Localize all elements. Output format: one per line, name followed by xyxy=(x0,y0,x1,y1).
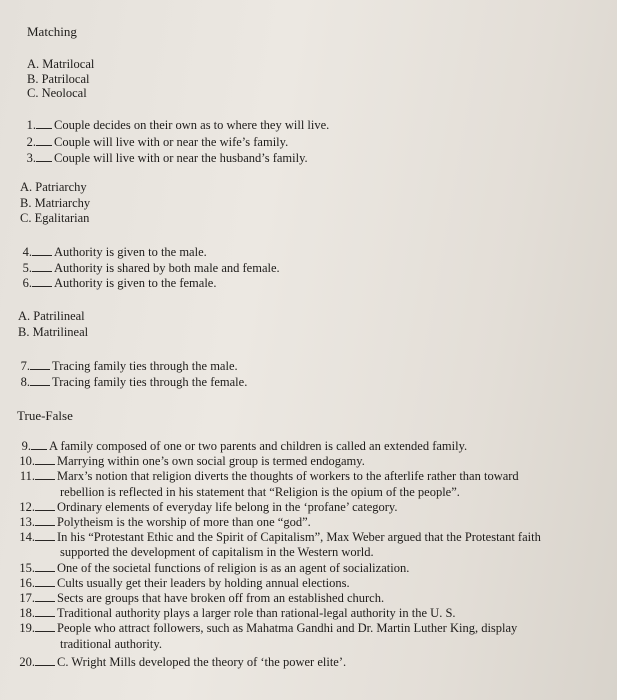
true-false-items xyxy=(13,439,541,670)
question-text: Couple will live with or near the wife’s family. xyxy=(54,134,289,149)
question-number: 14. xyxy=(19,530,35,545)
question-text: One of the societal functions of religion is as an agent of socialization. xyxy=(57,560,410,575)
question-20 xyxy=(13,655,541,670)
question-19-continued: traditional authority. xyxy=(60,636,162,651)
question-14 xyxy=(13,530,541,545)
question-number: 13. xyxy=(19,515,35,530)
question-number: 12. xyxy=(19,499,35,514)
answer-blank[interactable] xyxy=(30,384,50,386)
question-text: Tracing family ties through the male. xyxy=(52,359,238,373)
answer-blank[interactable] xyxy=(35,524,55,526)
answer-blank[interactable] xyxy=(35,615,55,617)
question-15 xyxy=(13,561,541,576)
question-text: People who attract followers, such as Mahatma Gandhi and Dr. Martin Luther King, display xyxy=(57,621,518,636)
answer-blank[interactable] xyxy=(35,478,55,480)
option-a: A. Matrilocal xyxy=(27,57,95,71)
question-4 xyxy=(18,245,280,261)
question-number: 19. xyxy=(19,621,35,636)
question-text: Authority is shared by both male and female. xyxy=(54,260,280,275)
question-text: Couple will live with or near the husband’s family. xyxy=(54,151,308,165)
answer-blank[interactable] xyxy=(36,160,52,162)
question-text: In his “Protestant Ethic and the Spirit of Capitalism”, Max Weber argued that the Protestant faith xyxy=(57,530,541,545)
question-2 xyxy=(22,134,329,151)
question-6 xyxy=(18,276,280,292)
question-text: Authority is given to the female. xyxy=(54,276,217,290)
authority-items xyxy=(18,245,280,292)
question-17 xyxy=(13,591,541,606)
authority-options xyxy=(20,180,90,227)
question-number: 1. xyxy=(26,118,36,132)
answer-blank[interactable] xyxy=(35,509,55,511)
question-text: Polytheism is the worship of more than one “god”. xyxy=(57,515,311,530)
question-text: Traditional authority plays a larger role than rational-legal authority in the U. S. xyxy=(57,606,456,621)
question-11-continued: rebellion is reflected in his statement that “Religion is the opium of the people”. xyxy=(60,484,460,499)
question-3 xyxy=(22,150,329,167)
question-text: Tracing family ties through the female. xyxy=(52,374,248,389)
question-text: Marx’s notion that religion diverts the thoughts of workers to the afterlife rather than toward xyxy=(57,469,519,484)
question-number: 6. xyxy=(22,276,32,290)
question-number: 8. xyxy=(20,374,30,389)
matching-title: Matching xyxy=(27,24,77,39)
question-number: 15. xyxy=(19,560,35,575)
residence-options xyxy=(27,57,94,101)
question-text: Authority is given to the male. xyxy=(54,245,207,259)
question-number: 11. xyxy=(19,469,35,484)
question-text: Couple decides on their own as to where they will live. xyxy=(54,118,330,132)
residence-items xyxy=(22,117,329,167)
question-text: Marrying within one’s own social group is termed endogamy. xyxy=(57,454,365,469)
answer-blank[interactable] xyxy=(32,285,52,287)
question-text: Sects are groups that have broken off from an established church. xyxy=(57,591,385,606)
question-5 xyxy=(18,261,280,277)
answer-blank[interactable] xyxy=(35,570,55,572)
option-a: A. Patriarchy xyxy=(20,180,87,194)
question-7 xyxy=(18,359,247,375)
answer-blank[interactable] xyxy=(35,585,55,587)
question-number: 4. xyxy=(22,245,32,259)
question-number: 3. xyxy=(26,151,36,165)
option-c: C. Egalitarian xyxy=(20,211,90,225)
question-number: 17. xyxy=(19,591,35,606)
question-number: 7. xyxy=(20,359,30,373)
question-12 xyxy=(13,500,541,515)
question-number: 16. xyxy=(19,575,35,590)
option-b: B. Patrilocal xyxy=(27,71,90,86)
question-1 xyxy=(22,117,329,134)
answer-blank[interactable] xyxy=(35,600,55,602)
answer-blank[interactable] xyxy=(36,127,52,129)
answer-blank[interactable] xyxy=(35,463,55,465)
answer-blank[interactable] xyxy=(36,144,52,146)
answer-blank[interactable] xyxy=(32,270,52,272)
question-9 xyxy=(13,439,541,454)
question-text: C. Wright Mills developed the theory of ‘the power elite’. xyxy=(57,654,347,669)
question-19 xyxy=(13,621,541,636)
option-a: A. Patrilineal xyxy=(18,309,85,323)
answer-blank[interactable] xyxy=(31,448,47,450)
question-number: 9. xyxy=(21,439,31,453)
option-b: B. Matrilineal xyxy=(18,324,89,339)
question-13 xyxy=(13,515,541,530)
question-10 xyxy=(13,454,541,469)
lineage-options xyxy=(18,309,88,340)
question-number: 18. xyxy=(19,606,35,621)
question-text: A family composed of one or two parents and children is called an extended family. xyxy=(49,439,468,453)
question-11 xyxy=(13,469,541,484)
question-8 xyxy=(18,375,247,391)
answer-blank[interactable] xyxy=(30,368,50,370)
question-14-continued: supported the development of capitalism in the Western world. xyxy=(60,545,374,560)
true-false-title: True-False xyxy=(17,408,73,423)
question-text: Cults usually get their leaders by holding annual elections. xyxy=(57,575,350,590)
question-number: 20. xyxy=(19,654,35,669)
answer-blank[interactable] xyxy=(35,539,55,541)
question-text: Ordinary elements of everyday life belong in the ‘profane’ category. xyxy=(57,499,398,514)
answer-blank[interactable] xyxy=(35,664,55,666)
question-16 xyxy=(13,576,541,591)
option-b: B. Matriarchy xyxy=(20,195,91,210)
question-number: 10. xyxy=(19,454,35,469)
lineage-items xyxy=(18,359,247,390)
answer-blank[interactable] xyxy=(32,254,52,256)
question-18 xyxy=(13,606,541,621)
option-c: C. Neolocal xyxy=(27,86,87,100)
question-number: 2. xyxy=(26,134,36,149)
answer-blank[interactable] xyxy=(35,630,55,632)
question-number: 5. xyxy=(22,260,32,275)
